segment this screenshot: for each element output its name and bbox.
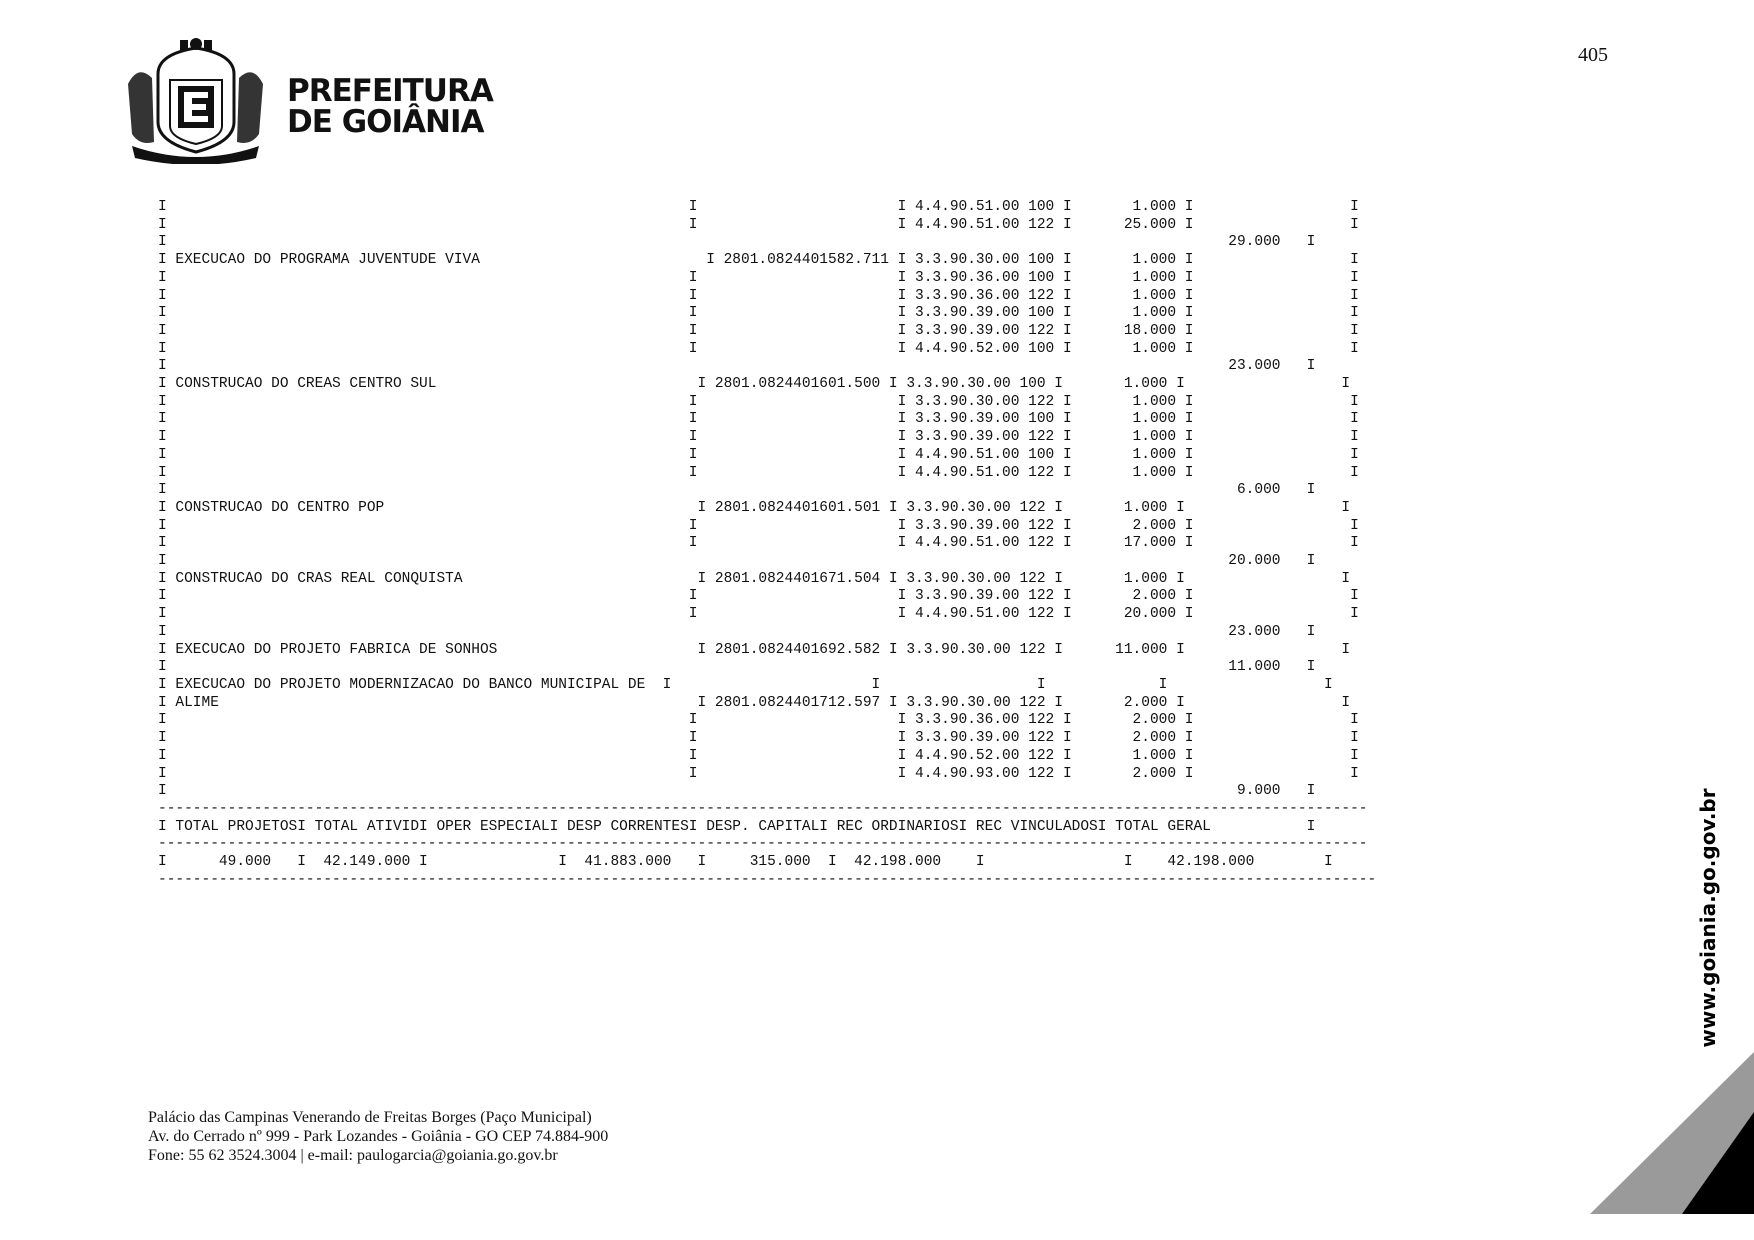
coat-of-arms-logo [118, 34, 273, 164]
report-line: I 11.000 I [158, 659, 1316, 676]
report-line: I 20.000 I [158, 553, 1316, 570]
report-line: I 49.000 I 42.149.000 I I 41.883.000 I 315.000 I 42.198.000 I I 42.198.000 I [158, 854, 1333, 871]
report-line: I 9.000 I [158, 783, 1316, 800]
report-line: I CONSTRUCAO DO CRAS REAL CONQUISTA I 2801.0824401671.504 I 3.3.90.30.00 122 I 1.000 I I [158, 570, 1351, 587]
report-line: I 29.000 I [158, 234, 1316, 251]
report-line: I I I 4.4.90.51.00 122 I 17.000 I I [158, 535, 1359, 552]
footer-address [148, 1108, 608, 1165]
report-line: I ALIME I 2801.0824401712.597 I 3.3.90.30.00 122 I 2.000 I I [158, 694, 1351, 711]
brand-line-1: PREFEITURA [287, 73, 493, 109]
report-line: I EXECUCAO DO PROJETO MODERNIZACAO DO BANCO MUNICIPAL DE I I I I I [158, 676, 1333, 693]
report-line: I I I 3.3.90.39.00 100 I 1.000 I I [158, 305, 1359, 322]
report-line: I I I 3.3.90.39.00 122 I 2.000 I I [158, 517, 1359, 534]
report-line: I I I 4.4.90.51.00 122 I 1.000 I I [158, 464, 1359, 481]
report-line: ------------------------------------------------------------------------------------------------------------------------------------------- [158, 836, 1368, 853]
report-line: I I I 3.3.90.39.00 122 I 1.000 I I [158, 429, 1359, 446]
report-line: I I I 4.4.90.51.00 100 I 1.000 I I [158, 446, 1359, 463]
budget-report-table [158, 199, 1376, 889]
report-line: I 23.000 I [158, 358, 1316, 375]
report-line: I 23.000 I [158, 623, 1316, 640]
page-number: 405 [1578, 44, 1608, 66]
report-line: -------------------------------------------------------------------------------------------------------------------------------------------- [158, 871, 1377, 888]
report-line: I I I 4.4.90.51.00 122 I 25.000 I I [158, 216, 1359, 233]
corner-decoration [1590, 1052, 1754, 1214]
report-line: I CONSTRUCAO DO CENTRO POP I 2801.0824401601.501 I 3.3.90.30.00 122 I 1.000 I I [158, 499, 1351, 516]
report-line: I I I 3.3.90.36.00 100 I 1.000 I I [158, 269, 1359, 286]
report-line: I EXECUCAO DO PROJETO FABRICA DE SONHOS I 2801.0824401692.582 I 3.3.90.30.00 122 I 11.000 I I [158, 641, 1351, 658]
footer-line-1: Palácio das Campinas Venerando de Freitas Borges (Paço Municipal) [148, 1109, 592, 1126]
report-line: ------------------------------------------------------------------------------------------------------------------------------------------- [158, 800, 1368, 817]
report-line: I I I 3.3.90.36.00 122 I 1.000 I I [158, 287, 1359, 304]
report-line: I I I 3.3.90.39.00 122 I 18.000 I I [158, 322, 1359, 339]
brand-name [287, 73, 493, 140]
brand-line-2: DE GOIÂNIA [287, 104, 484, 140]
footer-line-2: Av. do Cerrado nº 999 - Park Lozandes - Goiânia - GO CEP 74.884-900 [148, 1128, 609, 1145]
report-line: I I I 3.3.90.39.00 122 I 2.000 I I [158, 730, 1359, 747]
report-line: I I I 3.3.90.30.00 122 I 1.000 I I [158, 393, 1359, 410]
report-line: I TOTAL PROJETOSI TOTAL ATIVIDI OPER ESPECIALI DESP CORRENTESI DESP. CAPITALI REC ORDINARIOSI REC VINCULADOSI TOTAL GERAL I [158, 818, 1316, 835]
report-line: I I I 4.4.90.52.00 122 I 1.000 I I [158, 747, 1359, 764]
report-line: I I I 4.4.90.51.00 122 I 20.000 I I [158, 606, 1359, 623]
report-line: I I I 4.4.90.52.00 100 I 1.000 I I [158, 340, 1359, 357]
report-line: I 6.000 I [158, 482, 1316, 499]
report-line: I CONSTRUCAO DO CREAS CENTRO SUL I 2801.0824401601.500 I 3.3.90.30.00 100 I 1.000 I I [158, 376, 1351, 393]
report-line: I I I 3.3.90.39.00 100 I 1.000 I I [158, 411, 1359, 428]
report-line: I EXECUCAO DO PROGRAMA JUVENTUDE VIVA I 2801.0824401582.711 I 3.3.90.30.00 100 I 1.000 I I [158, 252, 1359, 269]
report-line: I I I 3.3.90.39.00 122 I 2.000 I I [158, 588, 1359, 605]
footer-line-3: Fone: 55 62 3524.3004 | e-mail: paulogarcia@goiania.go.gov.br [148, 1147, 558, 1164]
report-line: I I I 3.3.90.36.00 122 I 2.000 I I [158, 712, 1359, 729]
report-line: I I I 4.4.90.93.00 122 I 2.000 I I [158, 765, 1359, 782]
website-url: www.goiania.go.gov.br [1696, 788, 1720, 1048]
report-line: I I I 4.4.90.51.00 100 I 1.000 I I [158, 199, 1359, 215]
